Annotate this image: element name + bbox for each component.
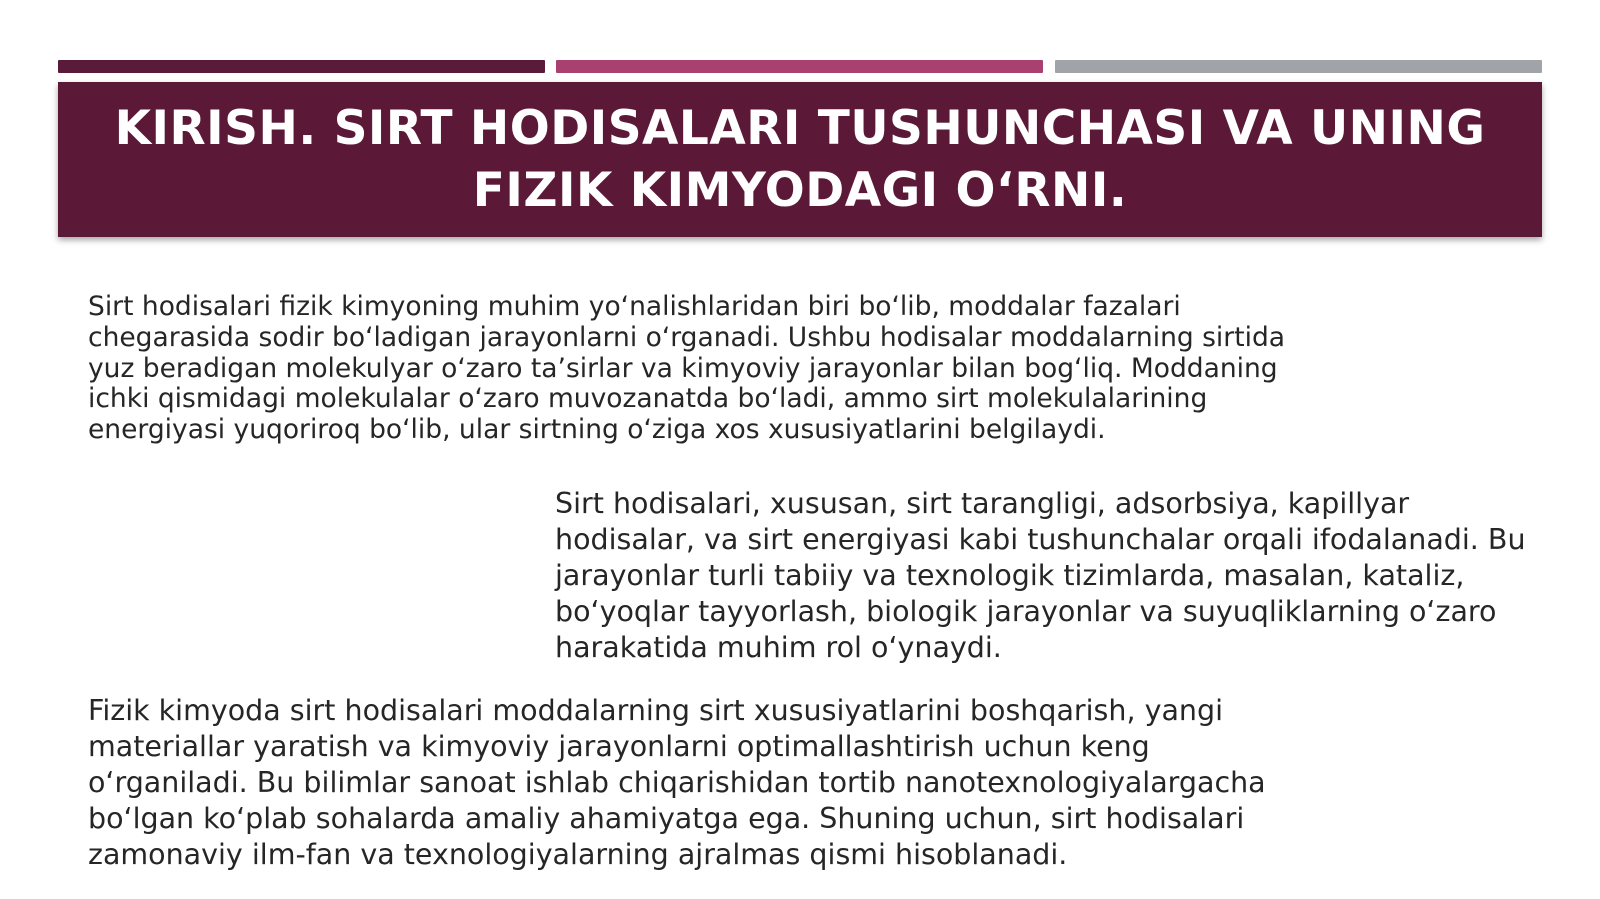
accent-bar-left [58,60,545,73]
concepts-paragraph: Sirt hodisalari, xususan, sirt tarangligi, adsorbsiya, kapillyar hodisalar, va sirt energiyasi kabi tushunchalar orqali ifodalanadi. Bu jarayonlar turli tabiiy va texnologik tizimlarda, masalan, kataliz, bo‘yoqlar tayyorlash, biologik jarayonlar va suyuqliklarning o‘zaro harakatida muhim rol o‘ynaydi. [555,487,1526,664]
slide-title: KIRISH. SIRT HODISALARI TUSHUNCHASI VA UNING FIZIK KIMYODAGI O‘RNI. [114,100,1486,218]
title-banner [58,82,1542,237]
intro-paragraph: Sirt hodisalari fizik kimyoning muhim yo‘nalishlaridan biri bo‘lib, moddalar fazalari chegarasida sodir bo‘ladigan jarayonlarni o‘rganadi. Ushbu hodisalar moddalarning sirtida yuz beradigan molekulyar o‘zaro ta’sirlar va kimyoviy jarayonlar bilan bog‘liq. Moddaning ichki qismidagi molekulalar o‘zaro muvozanatda bo‘ladi, ammo sirt molekulalarining energiyasi yuqoriroq bo‘lib, ular sirtning o‘ziga xos xususiyatlarini belgilaydi. [88,291,1286,446]
applications-paragraph: Fizik kimyoda sirt hodisalari moddalarning sirt xususiyatlarini boshqarish, yangi materiallar yaratish va kimyoviy jarayonlarni optimallashtirish uchun keng o‘rganiladi. Bu bilimlar sanoat ishlab chiqarishidan tortib nanotexnologiyalargacha bo‘lgan ko‘plab sohalarda amaliy ahamiyatga ega. Shuning uchun, sirt hodisalari zamonaviy ilm-fan va texnologiyalarning ajralmas qismi hisoblanadi. [88,694,1266,871]
accent-bar-right [1055,60,1542,73]
accent-bar-middle [556,60,1043,73]
